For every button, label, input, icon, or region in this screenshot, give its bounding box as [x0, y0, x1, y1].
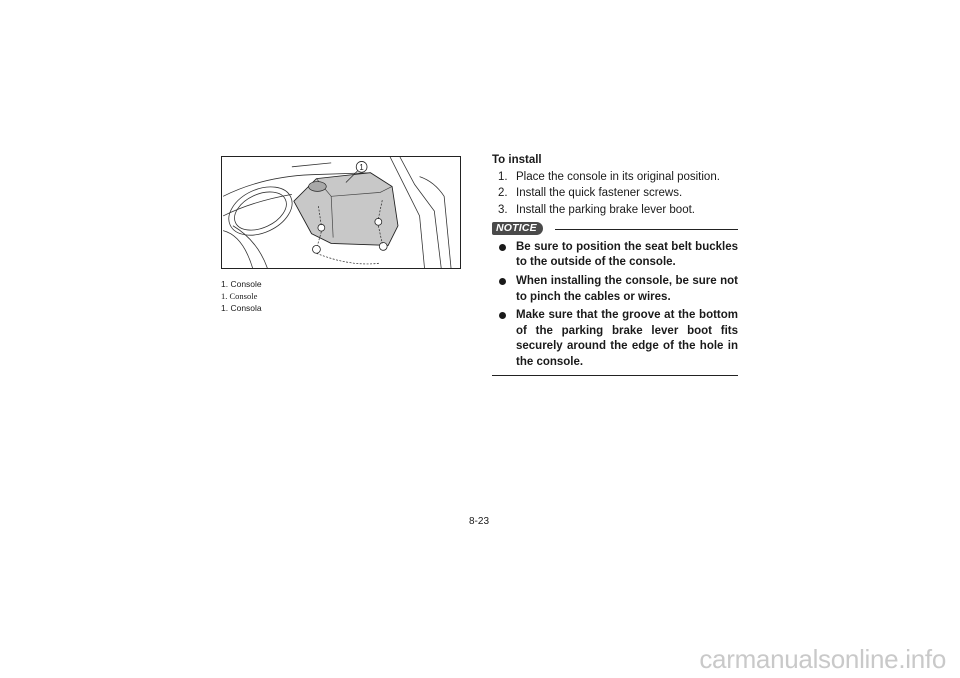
- notice-item-text: Be sure to position the seat belt buckles to the outside of the console.: [516, 240, 738, 269]
- bullet-dot-icon: [499, 244, 506, 251]
- notice-end-rule: [492, 375, 738, 376]
- notice-rule: [555, 229, 738, 230]
- step-number: 2.: [498, 187, 508, 200]
- notice-item-text: Make sure that the groove at the bottom of the parking brake lever boot fits securely around the edge of the hole in the console.: [516, 309, 738, 369]
- notice-item: [492, 308, 738, 370]
- notice-item-text: When installing the console, be sure not to pinch the cables or wires.: [516, 275, 738, 303]
- console-illustration: [221, 156, 461, 269]
- step-item: [492, 185, 738, 201]
- callout-1-label: 1: [359, 162, 364, 172]
- install-steps: [492, 169, 738, 218]
- figure-captions: [221, 278, 262, 314]
- console-body: [294, 173, 398, 246]
- step-text: Place the console in its original position.: [516, 171, 720, 183]
- install-column: [492, 153, 738, 376]
- install-heading: To install: [492, 154, 542, 166]
- step-number: 1.: [498, 171, 508, 183]
- caption-french: 1. Console: [221, 291, 258, 301]
- step-text: Install the parking brake lever boot.: [516, 203, 695, 216]
- caption-spanish: 1. Consola: [221, 303, 262, 313]
- bullet-dot-icon: [499, 312, 506, 319]
- step-text: Install the quick fastener screws.: [516, 187, 683, 200]
- bullet-dot-icon: [499, 278, 506, 285]
- notice-badge: NOTICE: [492, 222, 543, 235]
- notice-item: [492, 274, 738, 305]
- step-item: [492, 202, 738, 218]
- caption-english: 1. Console: [221, 279, 262, 289]
- step-number: 3.: [498, 203, 508, 216]
- page-number: 8-23: [469, 516, 490, 527]
- notice-item: [492, 240, 738, 271]
- notice-list: [492, 240, 738, 371]
- step-item: [492, 169, 738, 185]
- notice-header: [492, 221, 738, 237]
- watermark-text: carmanualsonline.info: [699, 644, 946, 674]
- console-diagram: [222, 157, 460, 268]
